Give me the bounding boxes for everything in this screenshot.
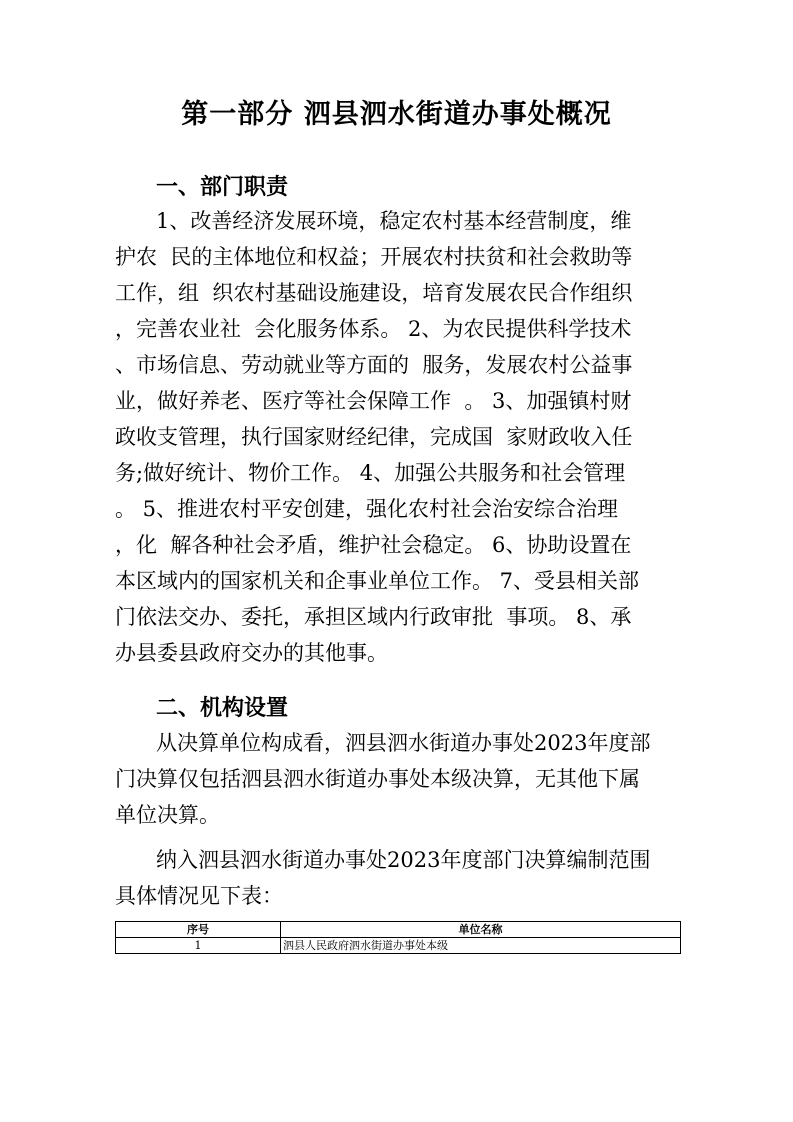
- text-line: 具体情况见下表：: [115, 884, 283, 908]
- text-line: 业，做好养老、医疗等社会保障工作 。 3、加强镇村财: [115, 389, 632, 413]
- column-header-index: 序号: [116, 922, 281, 938]
- text-line: 工作，组 织农村基础设施建设，培育发展农民合作组织: [115, 281, 633, 305]
- text-line: 护农 民的主体地位和权益；开展农村扶贫和社会救助等: [115, 245, 633, 269]
- text-line: 、市场信息、劳动就业等方面的 服务，发展农村公益事: [115, 353, 633, 377]
- text-line: 政收支管理，执行国家财经纪律，完成国 家财政收入任: [115, 425, 633, 449]
- section-heading-duties: 一、部门职责: [156, 175, 289, 200]
- table-header-row: [116, 922, 681, 938]
- text-line: 纳入泗县泗水街道办事处2023年度部门决算编制范围: [156, 848, 651, 872]
- column-header-unit-name: 单位名称: [281, 922, 681, 938]
- text-line: 务;做好统计、物价工作。 4、加强公共服务和社会管理: [115, 461, 626, 485]
- table-row: [116, 938, 681, 954]
- text-line: 办县委县政府交办的其他事。: [115, 641, 388, 665]
- text-line: 门依法交办、委托，承担区域内行政审批 事项。 8、承: [115, 605, 632, 629]
- text-line: 门决算仅包括泗县泗水街道办事处本级决算，无其他下属: [115, 767, 640, 791]
- cell-unit-name: 泗县人民政府泗水街道办事处本级: [281, 938, 681, 954]
- section-heading-structure: 二、机构设置: [156, 696, 289, 721]
- text-line: 从决算单位构成看，泗县泗水街道办事处2023年度部: [156, 731, 651, 755]
- text-line: ，化 解各种社会矛盾，维护社会稳定。 6、协助设置在: [115, 533, 632, 557]
- text-line: 1、改善经济发展环境，稳定农村基本经营制度，维: [156, 209, 632, 233]
- text-line: 。 5、推进农村平安创建，强化农村社会治安综合治理: [115, 497, 619, 521]
- cell-index: 1: [116, 938, 281, 954]
- text-line: ，完善农业社 会化服务体系。 2、为农民提供科学技术: [115, 317, 632, 341]
- unit-table: [115, 921, 681, 954]
- text-line: 本区域内的国家机关和企事业单位工作。 7、受县相关部: [115, 569, 640, 593]
- page-title: 第一部分 泗县泗水街道办事处概况: [181, 99, 612, 130]
- text-line: 单位决算。: [115, 803, 220, 827]
